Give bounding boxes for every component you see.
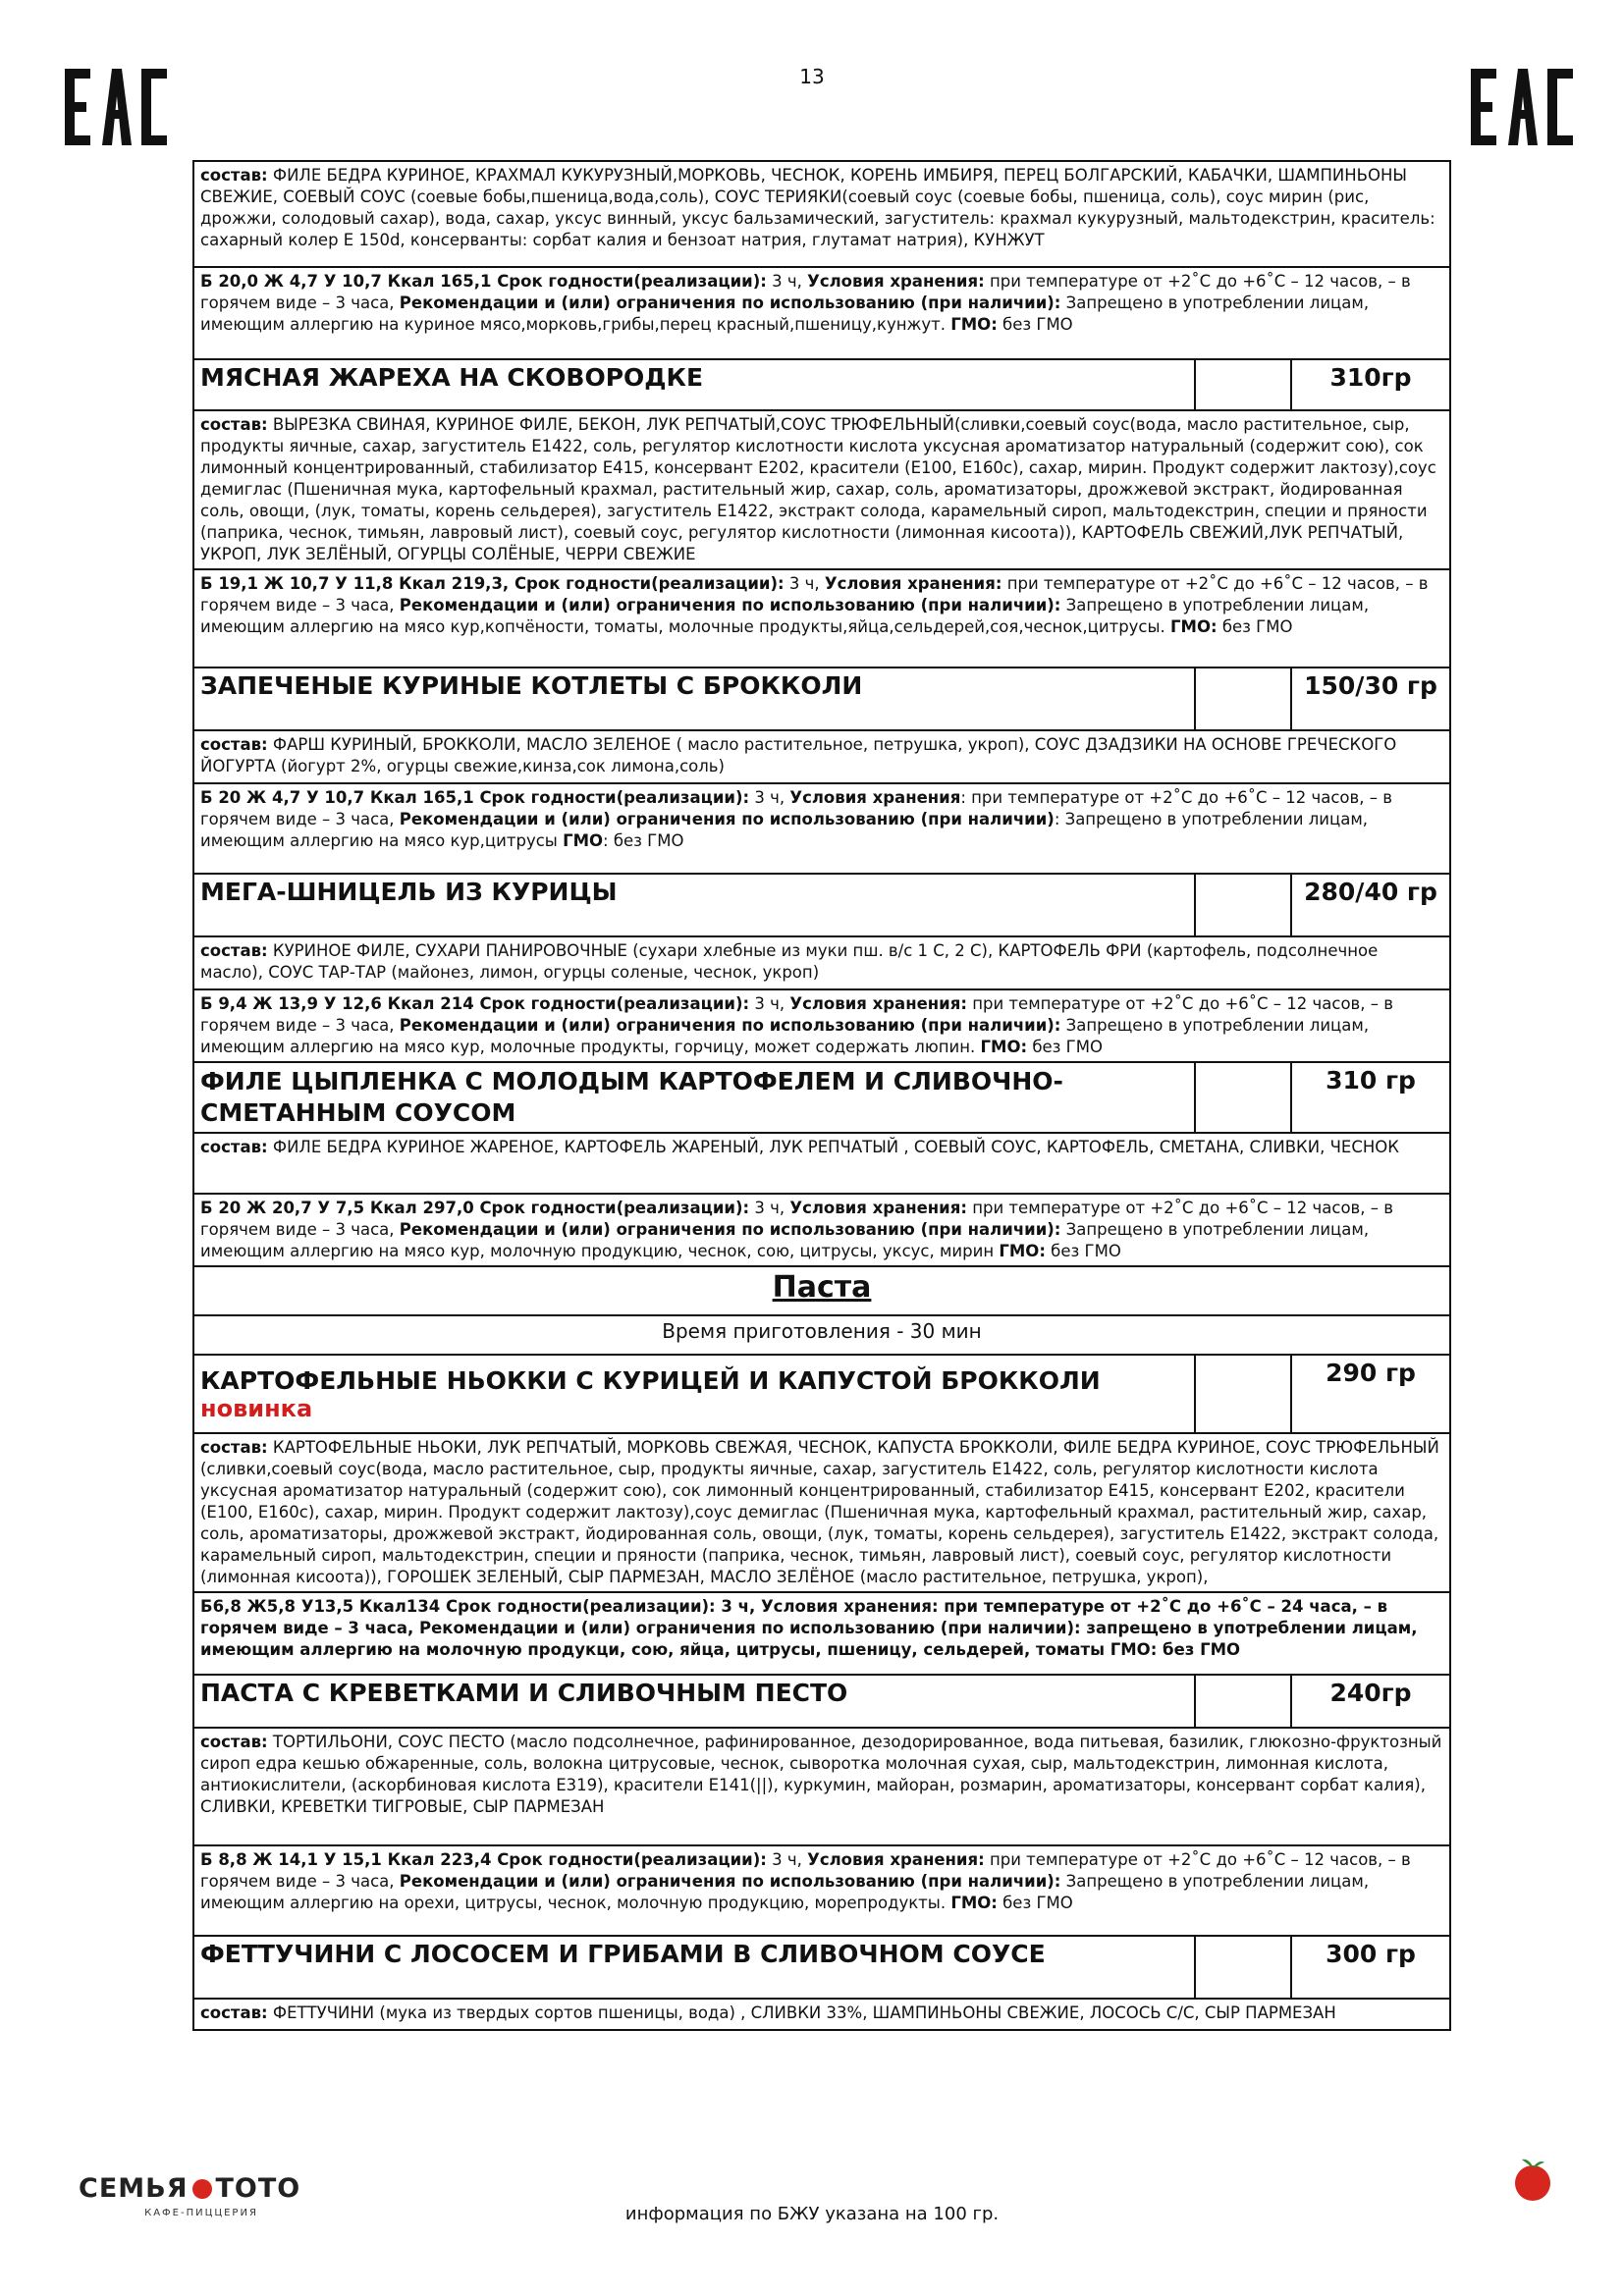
- item-4-info-row: [193, 1194, 1450, 1266]
- item-2-info-row: [193, 783, 1450, 874]
- recommendation-text: : Запрещено в употреблении лицам, имеющим аллергию на мясо кур,цитрусы: [200, 810, 1369, 850]
- info-cell: [193, 1845, 1450, 1936]
- info-cell: Б6,8 Ж5,8 У13,5 Ккал134 Срок годности(реализации): 3 ч, Условия хранения: при температуре от +2˚С до +6˚С – 24 часа, – в горячем виде – 3 часа, Рекомендации и (или) ограничения по использованию (при наличии): запрещено в употреблении лицам, имеющим аллергию на молочную продукци, сою, яйца, цитрусы, пшеницу, сельдерей, томаты ГМО: без ГМО: [193, 1592, 1450, 1675]
- composition-label: состав:: [200, 2003, 268, 2022]
- empty-cell: [1195, 667, 1291, 730]
- pasta-1-composition-row: [193, 1433, 1450, 1592]
- section-note: Время приготовления - 30 мин: [193, 1315, 1450, 1355]
- composition-label: состав:: [200, 1138, 268, 1156]
- item-0-composition-row: [193, 161, 1450, 267]
- pasta-3-composition-row: [193, 1999, 1450, 2030]
- item-weight: 310 гр: [1291, 1062, 1450, 1133]
- footer-note: информация по БЖУ указана на 100 гр.: [624, 2204, 1000, 2224]
- item-1-header-row: [193, 359, 1450, 410]
- item-title: КАРТОФЕЛЬНЫЕ НЬОККИ С КУРИЦЕЙ И КАПУСТОЙ БРОККОЛИ: [200, 1365, 1101, 1395]
- composition-label: состав:: [200, 735, 268, 754]
- shelf-life: 3 ч,: [749, 994, 790, 1013]
- composition-label: состав:: [200, 1733, 268, 1751]
- storage-label: Условия хранения:: [807, 272, 985, 291]
- storage-text: : при температуре от +2˚С до +6˚С – 12 часов, – в горячем виде – 3 часа,: [200, 788, 1392, 828]
- recommendation-label: Рекомендации и (или) ограничения по использованию (при наличии):: [399, 294, 1061, 312]
- nutrition: Б 19,1 Ж 10,7 У 11,8 Ккал 219,3, Срок годности(реализации):: [200, 574, 785, 593]
- item-3-composition-row: [193, 936, 1450, 989]
- composition-text: ФЕТТУЧИНИ (мука из твердых сортов пшеницы, вода) , СЛИВКИ 33%, ШАМПИНЬОНЫ СВЕЖИЕ, ЛОСОСЬ С/С, СЫР ПАРМЕЗАН: [272, 2003, 1336, 2022]
- item-title: МЕГА-ШНИЦЕЛЬ ИЗ КУРИЦЫ: [193, 874, 1195, 936]
- menu-table: [192, 160, 1451, 2031]
- composition-label: состав:: [200, 1438, 268, 1457]
- gmo-text: без ГМО: [1027, 1038, 1103, 1056]
- nutrition: Б 20,0 Ж 4,7 У 10,7 Ккал 165,1 Срок годности(реализации):: [200, 272, 767, 291]
- composition-cell: [193, 730, 1450, 783]
- composition-label: состав:: [200, 941, 268, 960]
- section-note-row: [193, 1315, 1450, 1355]
- shelf-life: 3 ч,: [766, 1850, 808, 1869]
- recommendation-text: Запрещено в употреблении лицам, имеющим аллергию на орехи, цитрусы, чеснок, молочную продукцию, морепродукты.: [200, 1872, 1370, 1912]
- eac-logo-icon: [1469, 67, 1577, 147]
- item-weight: 300 гр: [1291, 1936, 1450, 1999]
- gmo-text: без ГМО: [1217, 617, 1293, 636]
- shelf-life: 3 ч,: [766, 272, 808, 291]
- new-badge: новинка: [200, 1394, 313, 1422]
- recommendation-text: Запрещено в употреблении лицам, имеющим аллергию на мясо кур,копчёности, томаты, молочные продукты,яйца,сельдерей,соя,чеснок,цитрусы.: [200, 596, 1370, 636]
- pasta-2-info-row: [193, 1845, 1450, 1936]
- recommendation-label: Рекомендации и (или) ограничения по использованию (при наличии):: [399, 596, 1061, 614]
- pasta-2-header-row: [193, 1675, 1450, 1728]
- composition-text: КУРИНОЕ ФИЛЕ, СУХАРИ ПАНИРОВОЧНЫЕ (сухари хлебные из муки пш. в/с 1 С, 2 С), КАРТОФЕЛЬ ФРИ (картофель, подсолнечное масло), СОУС ТАР-ТАР (майонез, лимон, огурцы соленые, чеснок, укроп): [200, 941, 1379, 982]
- storage-text: при температуре от +2˚С до +6˚С – 12 часов, – в горячем виде – 3 часа,: [200, 272, 1411, 312]
- storage-text: при температуре от +2˚С до +6˚С – 12 часов, – в горячем виде – 3 часа,: [200, 1850, 1411, 1891]
- page-number: 13: [799, 65, 825, 88]
- empty-cell: [1195, 359, 1291, 410]
- composition-cell: [193, 1133, 1450, 1194]
- info-cell: [193, 989, 1450, 1062]
- empty-cell: [1195, 874, 1291, 936]
- storage-text: при температуре от +2˚С до +6˚С – 12 часов, – в горячем виде – 3 часа,: [200, 1199, 1393, 1239]
- composition-text: ТОРТИЛЬОНИ, СОУС ПЕСТО (масло подсолнечное, рафинированное, дезодорированное, вода питьевая, базилик, глюкозно-фруктозный сироп едра кешью обжаренные, соль, волокна цитрусовые, чеснок, сыворотка молочная сухая, сыр, мальтодекстрин, лимонная кислота, антиокислители, (аскорбиновая кислота Е319), красители Е141(||), куркумин, майоран, розмарин, ароматизаторы, консервант сорбат калия), СЛИВКИ, КРЕВЕТКИ ТИГРОВЫЕ, СЫР ПАРМЕЗАН: [200, 1733, 1442, 1816]
- shelf-life: 3 ч,: [784, 574, 825, 593]
- eac-mark-right: [1469, 67, 1577, 147]
- item-weight: 150/30 гр: [1291, 667, 1450, 730]
- item-4-composition-row: [193, 1133, 1450, 1194]
- composition-cell: [193, 1728, 1450, 1845]
- item-weight: 280/40 гр: [1291, 874, 1450, 936]
- tomato-dot-icon: [192, 2179, 212, 2199]
- item-2-composition-row: [193, 730, 1450, 783]
- pasta-2-composition-row: [193, 1728, 1450, 1845]
- composition-cell: [193, 1999, 1450, 2030]
- gmo-text: без ГМО: [997, 1894, 1073, 1912]
- nutrition: Б 8,8 Ж 14,1 У 15,1 Ккал 223,4 Срок годности(реализации):: [200, 1850, 767, 1869]
- nutrition: Б 20 Ж 20,7 У 7,5 Ккал 297,0 Срок годности(реализации):: [200, 1199, 750, 1217]
- shelf-life: 3 ч,: [749, 788, 790, 807]
- gmo-label: ГМО:: [950, 1894, 998, 1912]
- info-cell: [193, 267, 1450, 359]
- item-title: ЗАПЕЧЕНЫЕ КУРИНЫЕ КОТЛЕТЫ С БРОККОЛИ: [193, 667, 1195, 730]
- composition-cell: [193, 161, 1450, 267]
- gmo-label: ГМО:: [980, 1038, 1028, 1056]
- tomato-icon: [1508, 2155, 1557, 2204]
- composition-text: ВЫРЕЗКА СВИНАЯ, КУРИНОЕ ФИЛЕ, БЕКОН, ЛУК РЕПЧАТЫЙ,СОУС ТРЮФЕЛЬНЫЙ(сливки,соевый соус(вода, масло растительное, сыр, продукты яичные, сахар, загуститель Е1422, соль, регулятор кислотности кислота уксусная ароматизатор натуральный (содержит сою), сок лимонный концентрированный, стабилизатор Е415, консервант Е202, красители (Е100, Е160с), сахар, мирин. Продукт содержит лактозу),соус демиглас (Пшеничная мука, картофельный крахмал, растительный жир, сахар, соль, ароматизаторы, дрожжевой экстракт, йодированная соль, овощи, (лук, томаты, корень сельдерея), загуститель Е1422, экстракт солода, карамельный сироп, мальтодекстрин, специи и пряности (паприка, чеснок, тимьян, лавровый лист), соевый соус, регулятор кислотности (лимонная кисоота)), КАРТОФЕЛЬ СВЕЖИЙ,ЛУК РЕПЧАТЫЙ, УКРОП, ЛУК ЗЕЛЁНЫЙ, ОГУРЦЫ СОЛЁНЫЕ, ЧЕРРИ СВЕЖИЕ: [200, 415, 1436, 563]
- gmo-label: ГМО:: [950, 315, 998, 334]
- recommendation-text: Запрещено в употреблении лицам, имеющим аллергию на куриное мясо,морковь,грибы,перец красный,пшеницу,кунжут.: [200, 294, 1370, 334]
- pasta-1-header-row: [193, 1355, 1450, 1433]
- shelf-life: 3 ч,: [749, 1199, 790, 1217]
- item-title: МЯСНАЯ ЖАРЕХА НА СКОВОРОДКЕ: [193, 359, 1195, 410]
- pasta-3-header-row: [193, 1936, 1450, 1999]
- item-1-info-row: [193, 569, 1450, 667]
- item-title: ФЕТТУЧИНИ С ЛОСОСЕМ И ГРИБАМИ В СЛИВОЧНОМ СОУСЕ: [193, 1936, 1195, 1999]
- storage-text: при температуре от +2˚С до +6˚С – 12 часов, – в горячем виде – 3 часа,: [200, 994, 1393, 1035]
- composition-cell: [193, 1433, 1450, 1592]
- info-cell: [193, 783, 1450, 874]
- item-title: ФИЛЕ ЦЫПЛЕНКА С МОЛОДЫМ КАРТОФЕЛЕМ И СЛИВОЧНО-СМЕТАННЫМ СОУСОМ: [193, 1062, 1195, 1133]
- composition-text: КАРТОФЕЛЬНЫЕ НЬОКИ, ЛУК РЕПЧАТЫЙ, МОРКОВЬ СВЕЖАЯ, ЧЕСНОК, КАПУСТА БРОККОЛИ, ФИЛЕ БЕДРА КУРИНОЕ, СОУС ТРЮФЕЛЬНЫЙ (сливки,соевый соус(вода, масло растительное, сыр, продукты яичные, сахар, загуститель Е1422, соль, регулятор кислотности кислота уксусная ароматизатор натуральный (содержит сою), сок лимонный концентрированный, стабилизатор Е415, консервант Е202, красители (Е100, Е160с), сахар, мирин. Продукт содержит лактозу),соус демиглас (Пшеничная мука, картофельный крахмал, растительный жир, сахар, соль, ароматизаторы, дрожжевой экстракт, йодированная соль, овощи, (лук, томаты, корень сельдерея), загуститель Е1422, экстракт солода, карамельный сироп, мальтодекстрин, специи и пряности (паприка, чеснок, тимьян, лавровый лист), соевый соус, регулятор кислотности (лимонная кисоота)), ГОРОШЕК ЗЕЛЕНЫЙ, СЫР ПАРМЕЗАН, МАСЛО ЗЕЛЁНОЕ (масло растительное, петрушка, укроп),: [200, 1438, 1439, 1586]
- gmo-label: ГМО:: [999, 1242, 1046, 1260]
- item-1-composition-row: [193, 410, 1450, 569]
- composition-text: ФИЛЕ БЕДРА КУРИНОЕ ЖАРЕНОЕ, КАРТОФЕЛЬ ЖАРЕНЫЙ, ЛУК РЕПЧАТЫЙ , СОЕВЫЙ СОУС, КАРТОФЕЛЬ, СМЕТАНА, СЛИВКИ, ЧЕСНОК: [272, 1138, 1399, 1156]
- section-title: Паста: [193, 1266, 1450, 1315]
- pasta-1-info-row: [193, 1592, 1450, 1675]
- empty-cell: [1195, 1675, 1291, 1728]
- storage-text: при температуре от +2˚С до +6˚С – 12 часов, – в горячем виде – 3 часа,: [200, 574, 1429, 614]
- composition-cell: [193, 936, 1450, 989]
- item-4-header-row: [193, 1062, 1450, 1133]
- gmo-text: без ГМО: [997, 315, 1073, 334]
- storage-label: Условия хранения:: [789, 994, 967, 1013]
- composition-label: состав:: [200, 166, 268, 185]
- recommendation-text: Запрещено в употреблении лицам, имеющим аллергию на мясо кур, молочную продукцию, чеснок, сою, цитрусы, уксус, мирин: [200, 1220, 1370, 1260]
- eac-logo-icon: [63, 67, 171, 147]
- empty-cell: [1195, 1355, 1291, 1433]
- storage-label: Условия хранения: [789, 788, 961, 807]
- brand-subtitle: КАФЕ-ПИЦЦЕРИЯ: [144, 2208, 258, 2218]
- recommendation-label: Рекомендации и (или) ограничения по использованию (при наличии):: [399, 1872, 1061, 1891]
- info-cell: [193, 1194, 1450, 1266]
- item-2-header-row: [193, 667, 1450, 730]
- nutrition: Б 20 Ж 4,7 У 10,7 Ккал 165,1 Срок годности(реализации):: [200, 788, 750, 807]
- gmo-label: ГМО:: [1170, 617, 1218, 636]
- composition-cell: [193, 410, 1450, 569]
- item-0-info-row: [193, 267, 1450, 359]
- brand-right: ТОТО: [215, 2173, 301, 2204]
- info-cell: [193, 569, 1450, 667]
- recommendation-label: Рекомендации и (или) ограничения по использованию (при наличии):: [399, 1016, 1061, 1035]
- nutrition: Б 9,4 Ж 13,9 У 12,6 Ккал 214 Срок годности(реализации):: [200, 994, 750, 1013]
- item-3-header-row: [193, 874, 1450, 936]
- recommendation-text: Запрещено в употреблении лицам, имеющим аллергию на мясо кур, молочные продукты, горчицу, может содержать люпин.: [200, 1016, 1370, 1056]
- composition-label: состав:: [200, 415, 268, 434]
- gmo-text: : без ГМО: [603, 831, 684, 850]
- recommendation-label: Рекомендации и (или) ограничения по использованию (при наличии):: [399, 1220, 1061, 1239]
- empty-cell: [1195, 1936, 1291, 1999]
- storage-label: Условия хранения:: [807, 1850, 985, 1869]
- section-title-row: [193, 1266, 1450, 1315]
- recommendation-label: Рекомендации и (или) ограничения по использованию (при наличии): [399, 810, 1055, 828]
- composition-text: ФАРШ КУРИНЫЙ, БРОККОЛИ, МАСЛО ЗЕЛЕНОЕ ( масло растительное, петрушка, укроп), СОУС ДЗАДЗИКИ НА ОСНОВЕ ГРЕЧЕСКОГО ЙОГУРТА (йогурт 2%, огурцы свежие,кинза,сок лимона,соль): [200, 735, 1397, 775]
- eac-mark-left: [63, 67, 171, 147]
- item-weight: 290 гр: [1291, 1355, 1450, 1433]
- brand-left: СЕМЬЯ: [79, 2173, 189, 2204]
- composition-text: ФИЛЕ БЕДРА КУРИНОЕ, КРАХМАЛ КУКУРУЗНЫЙ,МОРКОВЬ, ЧЕСНОК, КОРЕНЬ ИМБИРЯ, ПЕРЕЦ БОЛГАРСКИЙ, КАБАЧКИ, ШАМПИНЬОНЫ СВЕЖИЕ, СОЕВЫЙ СОУС (соевые бобы,пшеница,вода,соль), СОУС ТЕРИЯКИ(соевый соус (соевые бобы, пшеница, соль), соус мирин (рис, дрожжи, солодовый сахар), вода, сахар, уксус винный, уксус бальзамический, загуститель: крахмал кукурузный, мальтодекстрин, краситель: сахарный колер Е 150d, консерванты: сорбат калия и бензоат натрия, глутамат натрия), КУНЖУТ: [200, 166, 1435, 249]
- item-weight: 310гр: [1291, 359, 1450, 410]
- empty-cell: [1195, 1062, 1291, 1133]
- storage-label: Условия хранения:: [789, 1199, 967, 1217]
- gmo-label: ГМО: [563, 831, 604, 850]
- item-title-cell: [193, 1355, 1195, 1433]
- storage-label: Условия хранения:: [824, 574, 1002, 593]
- item-weight: 240гр: [1291, 1675, 1450, 1728]
- brand-wordmark: [79, 2173, 324, 2204]
- gmo-text: без ГМО: [1045, 1242, 1121, 1260]
- item-title: ПАСТА С КРЕВЕТКАМИ И СЛИВОЧНЫМ ПЕСТО: [193, 1675, 1195, 1728]
- item-3-info-row: [193, 989, 1450, 1062]
